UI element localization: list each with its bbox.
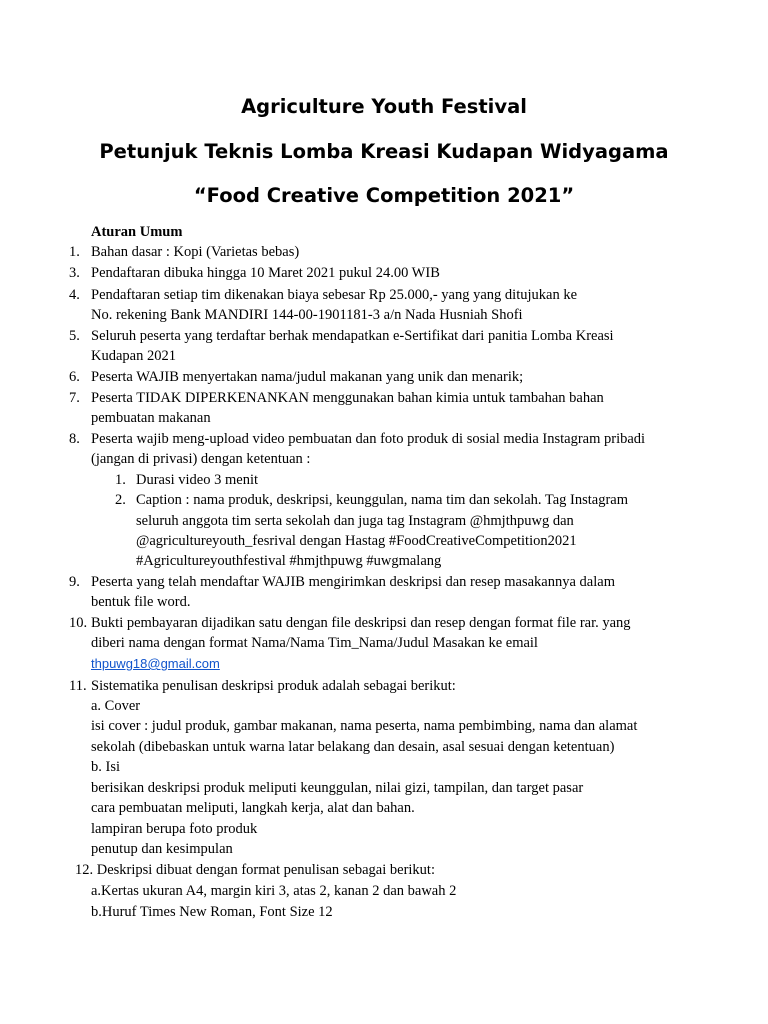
list-number: 1. [69,244,80,260]
sub-list-number: 2. [115,492,126,508]
list-item-text: bentuk file word. [91,594,191,610]
list-item-text: penutup dan kesimpulan [91,841,233,857]
list-item-text: Peserta WAJIB menyertakan nama/judul makanan yang unik dan menarik; [91,369,524,385]
sub-list-item-text: @agricultureyouth_fesrival dengan Hastag #FoodCreativeCompetition2021 [136,533,577,549]
section-heading: Aturan Umum [91,224,183,240]
list-number: 9. [69,574,80,590]
list-number: 6. [69,369,80,385]
list-number: 7. [69,390,80,406]
list-item-text: Bahan dasar : Kopi (Varietas bebas) [91,244,300,260]
list-item-text: b.Huruf Times New Roman, Font Size 12 [91,904,333,920]
list-item-text: isi cover : judul produk, gambar makanan, nama peserta, nama pembimbing, nama dan alamat [91,718,638,734]
list-item-text: Kudapan 2021 [91,348,176,364]
sub-list-number: 1. [115,472,126,488]
list-item-text: b. Isi [91,759,120,775]
list-item-text: sekolah (dibebaskan untuk warna latar belakang dan desain, asal sesuai dengan ketentuan) [91,739,615,755]
sub-list-item-text: Caption : nama produk, deskripsi, keunggulan, nama tim dan sekolah. Tag Instagram [136,492,629,508]
email-link[interactable]: thpuwg18@gmail.com [91,656,220,671]
list-number: 8. [69,431,80,447]
list-item-text: diberi nama dengan format Nama/Nama Tim_Nama/Judul Masakan ke email [91,635,538,651]
list-number: 5. [69,328,80,344]
list-item-text: pembuatan makanan [91,410,211,426]
list-item-text: cara pembuatan meliputi, langkah kerja, alat dan bahan. [91,800,415,816]
competition-title: “Food Creative Competition 2021” [193,184,575,207]
list-item-text: Pendaftaran setiap tim dikenakan biaya sebesar Rp 25.000,- yang yang ditujukan ke [91,287,578,303]
list-item-text: Sistematika penulisan deskripsi produk adalah sebagai berikut: [91,678,456,694]
sub-list-item-text: seluruh anggota tim serta sekolah dan juga tag Instagram @hmjthpuwg dan [136,513,574,529]
list-item-text: lampiran berupa foto produk [91,821,258,837]
list-number: 10. [69,615,88,631]
list-item-text: Bukti pembayaran dijadikan satu dengan file deskripsi dan resep dengan format file rar. yang [91,615,631,631]
list-item-text: No. rekening Bank MANDIRI 144-00-1901181-3 a/n Nada Husniah Shofi [91,307,523,323]
sub-list-item-text: #Agricultureyouthfestival #hmjthpuwg #uwgmalang [136,553,442,569]
festival-title: Agriculture Youth Festival [241,95,527,118]
list-item-text: (jangan di privasi) dengan ketentuan : [91,451,311,467]
list-item-text: a. Cover [91,698,141,714]
list-item-text: a.Kertas ukuran A4, margin kiri 3, atas 2, kanan 2 dan bawah 2 [91,883,457,899]
list-item-text: Peserta yang telah mendaftar WAJIB mengirimkan deskripsi dan resep masakannya dalam [91,574,615,590]
list-number: 11. [69,678,87,694]
guideline-title: Petunjuk Teknis Lomba Kreasi Kudapan Widyagama [99,140,669,163]
list-item-text: Seluruh peserta yang terdaftar berhak mendapatkan e-Sertifikat dari panitia Lomba Kreasi [91,328,614,344]
list-item-text: 12. Deskripsi dibuat dengan format penulisan sebagai berikut: [75,862,435,878]
list-item-text: Peserta TIDAK DIPERKENANKAN menggunakan bahan kimia untuk tambahan bahan [91,390,604,406]
list-item-text: berisikan deskripsi produk meliputi keunggulan, nilai gizi, tampilan, dan target pasar [91,780,584,796]
list-item-text: Pendaftaran dibuka hingga 10 Maret 2021 pukul 24.00 WIB [91,265,440,281]
list-number: 3. [69,265,80,281]
sub-list-item-text: Durasi video 3 menit [136,472,259,488]
list-number: 4. [69,287,80,303]
list-item-text: Peserta wajib meng-upload video pembuatan dan foto produk di sosial media Instagram pribadi [91,431,646,447]
